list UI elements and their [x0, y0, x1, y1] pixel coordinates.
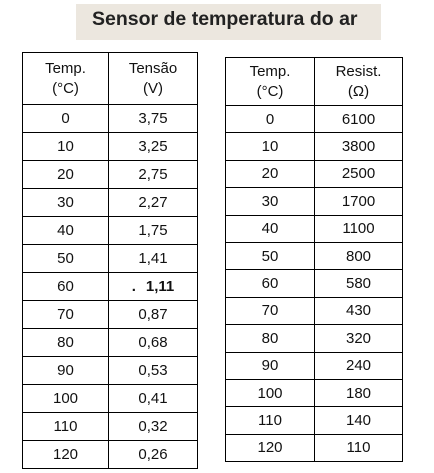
voltage-cell: 0,68	[109, 329, 198, 357]
table-row	[226, 297, 403, 324]
temp-cell: 30	[226, 188, 315, 215]
voltage-cell: 3,25	[109, 133, 198, 161]
voltage-cell: 1,41	[109, 245, 198, 273]
table-row	[23, 357, 198, 385]
highlight-marker: .	[131, 278, 136, 295]
resistance-cell: 1100	[315, 215, 403, 242]
table-row	[226, 242, 403, 269]
voltage-cell-highlighted	[109, 273, 198, 301]
table-row	[23, 441, 198, 469]
header-resistance-unit: (Ω)	[347, 82, 370, 100]
temp-cell: 20	[226, 160, 315, 187]
temp-cell: 120	[23, 441, 109, 469]
table-row	[23, 301, 198, 329]
voltage-cell: 0,41	[109, 385, 198, 413]
temp-cell: 70	[226, 297, 315, 324]
header-temp-unit: (°C)	[256, 82, 284, 100]
voltage-cell: 2,75	[109, 161, 198, 189]
header-voltage	[109, 53, 198, 105]
table-row-highlighted	[23, 273, 198, 301]
voltage-cell: 1,75	[109, 217, 198, 245]
table-row	[23, 161, 198, 189]
resistance-cell: 140	[315, 407, 403, 434]
temp-cell: 110	[226, 407, 315, 434]
header-temp-label: Temp.	[45, 59, 86, 77]
table-row	[226, 133, 403, 160]
temp-cell: 10	[23, 133, 109, 161]
resistance-cell: 110	[315, 434, 403, 461]
resistance-cell: 3800	[315, 133, 403, 160]
temp-cell: 70	[23, 301, 109, 329]
temp-cell: 100	[23, 385, 109, 413]
header-voltage-unit: (V)	[143, 79, 163, 97]
header-temp-label: Temp.	[249, 62, 291, 80]
voltage-cell: 0,87	[109, 301, 198, 329]
header-voltage-label: Tensão	[128, 59, 178, 77]
temp-cell: 90	[23, 357, 109, 385]
table-row	[23, 329, 198, 357]
voltage-table-header	[23, 53, 198, 105]
voltage-cell: 0,53	[109, 357, 198, 385]
temp-cell: 100	[226, 379, 315, 406]
temp-cell: 0	[226, 106, 315, 133]
table-row	[23, 217, 198, 245]
header-temp-unit: (°C)	[52, 79, 79, 97]
voltage-value-highlighted: 1,11	[145, 278, 175, 295]
table-row	[226, 160, 403, 187]
resistance-cell: 430	[315, 297, 403, 324]
temp-cell: 30	[23, 189, 109, 217]
temp-cell: 10	[226, 133, 315, 160]
table-row	[226, 215, 403, 242]
page-title: Sensor de temperatura do ar	[92, 8, 358, 30]
voltage-cell: 0,32	[109, 413, 198, 441]
temp-cell: 60	[23, 273, 109, 301]
temp-cell: 120	[226, 434, 315, 461]
table-row	[23, 385, 198, 413]
voltage-cell: 3,75	[109, 105, 198, 133]
resistance-cell: 1700	[315, 188, 403, 215]
resistance-cell: 180	[315, 379, 403, 406]
temp-cell: 110	[23, 413, 109, 441]
table-row	[23, 245, 198, 273]
resistance-cell: 580	[315, 270, 403, 297]
table-row	[226, 270, 403, 297]
temp-cell: 0	[23, 105, 109, 133]
table-row	[23, 189, 198, 217]
table-row	[23, 133, 198, 161]
table-row	[226, 325, 403, 352]
table-row	[23, 413, 198, 441]
header-temp	[23, 53, 109, 105]
temp-cell: 90	[226, 352, 315, 379]
resistance-cell: 2500	[315, 160, 403, 187]
table-row	[23, 105, 198, 133]
resistance-cell: 6100	[315, 106, 403, 133]
table-row	[226, 434, 403, 461]
temp-cell: 50	[226, 242, 315, 269]
temp-cell: 80	[23, 329, 109, 357]
resistance-cell: 800	[315, 242, 403, 269]
resistance-table	[225, 57, 403, 462]
temp-cell: 80	[226, 325, 315, 352]
voltage-cell: 2,27	[109, 189, 198, 217]
header-resistance	[315, 58, 403, 106]
resistance-table-header	[226, 58, 403, 106]
voltage-cell: 0,26	[109, 441, 198, 469]
header-resistance-label: Resist.	[335, 62, 382, 80]
resistance-cell: 320	[315, 325, 403, 352]
table-row	[226, 106, 403, 133]
header-temp	[226, 58, 315, 106]
temp-cell: 40	[226, 215, 315, 242]
table-row	[226, 379, 403, 406]
temp-cell: 40	[23, 217, 109, 245]
temp-cell: 60	[226, 270, 315, 297]
table-row	[226, 407, 403, 434]
temp-cell: 50	[23, 245, 109, 273]
voltage-table	[22, 52, 198, 469]
table-row	[226, 352, 403, 379]
resistance-cell: 240	[315, 352, 403, 379]
table-row	[226, 188, 403, 215]
temp-cell: 20	[23, 161, 109, 189]
